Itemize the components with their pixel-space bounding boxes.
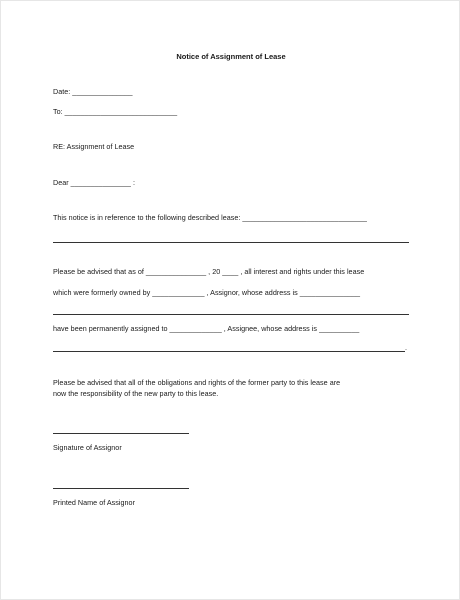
document-title: Notice of Assignment of Lease xyxy=(176,52,286,61)
blank-rule-assignee-address xyxy=(53,351,405,352)
re-line: RE: Assignment of Lease xyxy=(53,142,135,151)
signature-label: Signature of Assignor xyxy=(53,443,122,452)
assigned-line: have been permanently assigned to _____________ , Assignee, whose address is __________ xyxy=(53,324,360,333)
advised-line-1: Please be advised that as of _______________ , 20 ____ , all interest and rights under this lease xyxy=(53,267,365,276)
printed-name-rule xyxy=(53,488,189,489)
advised-line-2: which were formerly owned by _____________ , Assignor, whose address is _______________ xyxy=(53,288,361,297)
blank-rule-assignor-address xyxy=(53,314,409,315)
date-line: Date: _______________ xyxy=(53,87,133,96)
notice-line: This notice is in reference to the following described lease: _______________________________ xyxy=(53,213,367,222)
obligations-line-1: Please be advised that all of the obligations and rights of the former party to this lease are xyxy=(53,378,341,387)
obligations-line-2: now the responsibility of the new party to this lease. xyxy=(53,389,219,398)
blank-rule-lease-description xyxy=(53,242,409,243)
dear-line: Dear _______________ : xyxy=(53,178,135,187)
to-line: To: ____________________________ xyxy=(53,107,178,116)
printed-name-label: Printed Name of Assignor xyxy=(53,498,135,507)
signature-rule xyxy=(53,433,189,434)
trailing-period: . xyxy=(405,343,408,352)
